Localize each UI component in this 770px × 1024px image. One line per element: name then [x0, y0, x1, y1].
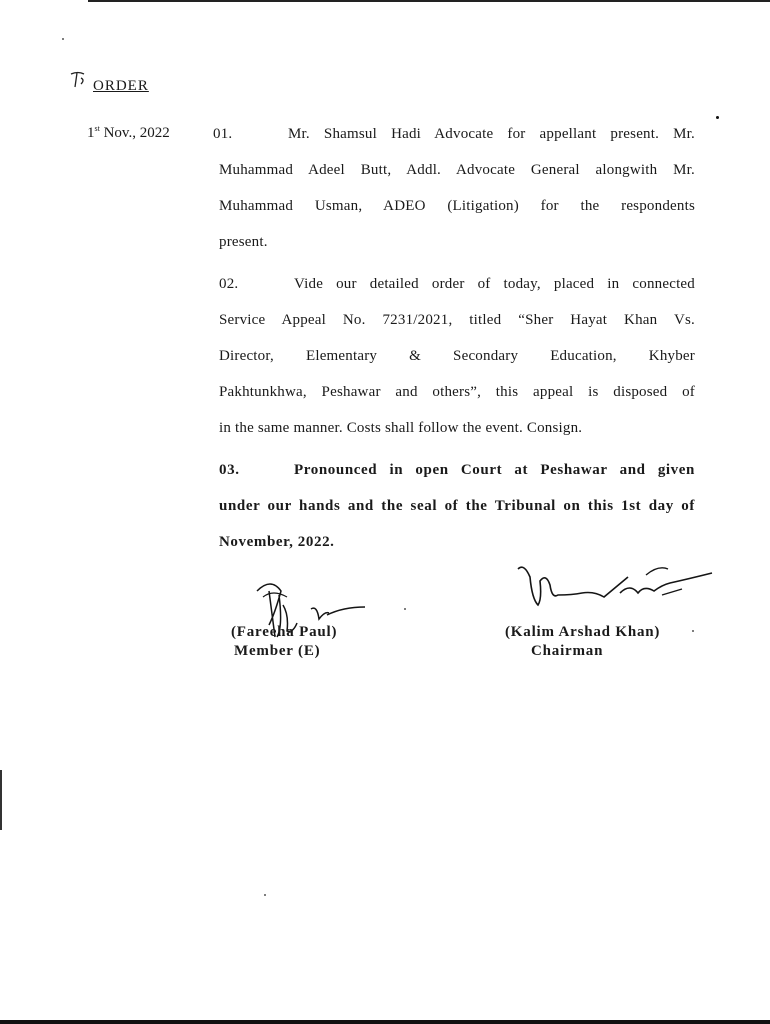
para-line: November, 2022. — [219, 534, 335, 550]
scan-edge-left — [0, 770, 2, 830]
signature-chairman-icon — [512, 555, 722, 620]
scan-speck — [692, 630, 694, 632]
signatory-title: Member (E) — [234, 643, 321, 659]
order-date: 1st Nov., 2022 — [87, 124, 170, 141]
paragraph-01 — [213, 124, 695, 160]
para-line: Pakhtunkhwa, Peshawar and others”, this appeal is disposed of — [219, 384, 695, 400]
para-line: Muhammad Usman, ADEO (Litigation) for the respondents — [219, 198, 695, 214]
signatory-name: (Kalim Arshad Khan) — [505, 624, 661, 640]
paragraph-01-body — [219, 160, 695, 268]
para-line: present. — [219, 234, 268, 250]
para-number: 02. — [219, 276, 239, 292]
para-number: 01. — [213, 126, 233, 142]
para-number: 03. — [219, 462, 240, 478]
para-line: Vide our detailed order of today, placed in connected — [294, 276, 695, 292]
scan-speck — [62, 38, 64, 40]
paragraph-03 — [219, 460, 695, 568]
signatory-chairman — [505, 623, 660, 661]
handwritten-mark-icon — [68, 70, 90, 90]
signatory-name: (Fareeha Paul) — [231, 624, 338, 640]
para-line: Pronounced in open Court at Peshawar and given — [294, 462, 695, 478]
scan-speck — [716, 116, 719, 119]
para-line: Service Appeal No. 7231/2021, titled “Sher Hayat Khan Vs. — [219, 312, 695, 328]
order-heading: ORDER — [93, 78, 149, 94]
scan-edge-bottom — [0, 1020, 770, 1024]
para-line: Director, Elementary & Secondary Education, Khyber — [219, 348, 695, 364]
para-line: under our hands and the seal of the Tribunal on this 1st day of — [219, 498, 695, 514]
paragraph-02 — [219, 274, 695, 454]
signatory-title: Chairman — [531, 643, 604, 659]
signatory-member — [231, 623, 337, 661]
para-line: Muhammad Adeel Butt, Addl. Advocate General alongwith Mr. — [219, 162, 695, 178]
para-line: in the same manner. Costs shall follow the event. Consign. — [219, 420, 583, 436]
scan-speck — [264, 894, 266, 896]
scan-speck — [404, 608, 406, 610]
para-line: Mr. Shamsul Hadi Advocate for appellant present. Mr. — [288, 126, 695, 142]
scan-edge-top — [88, 0, 770, 2]
